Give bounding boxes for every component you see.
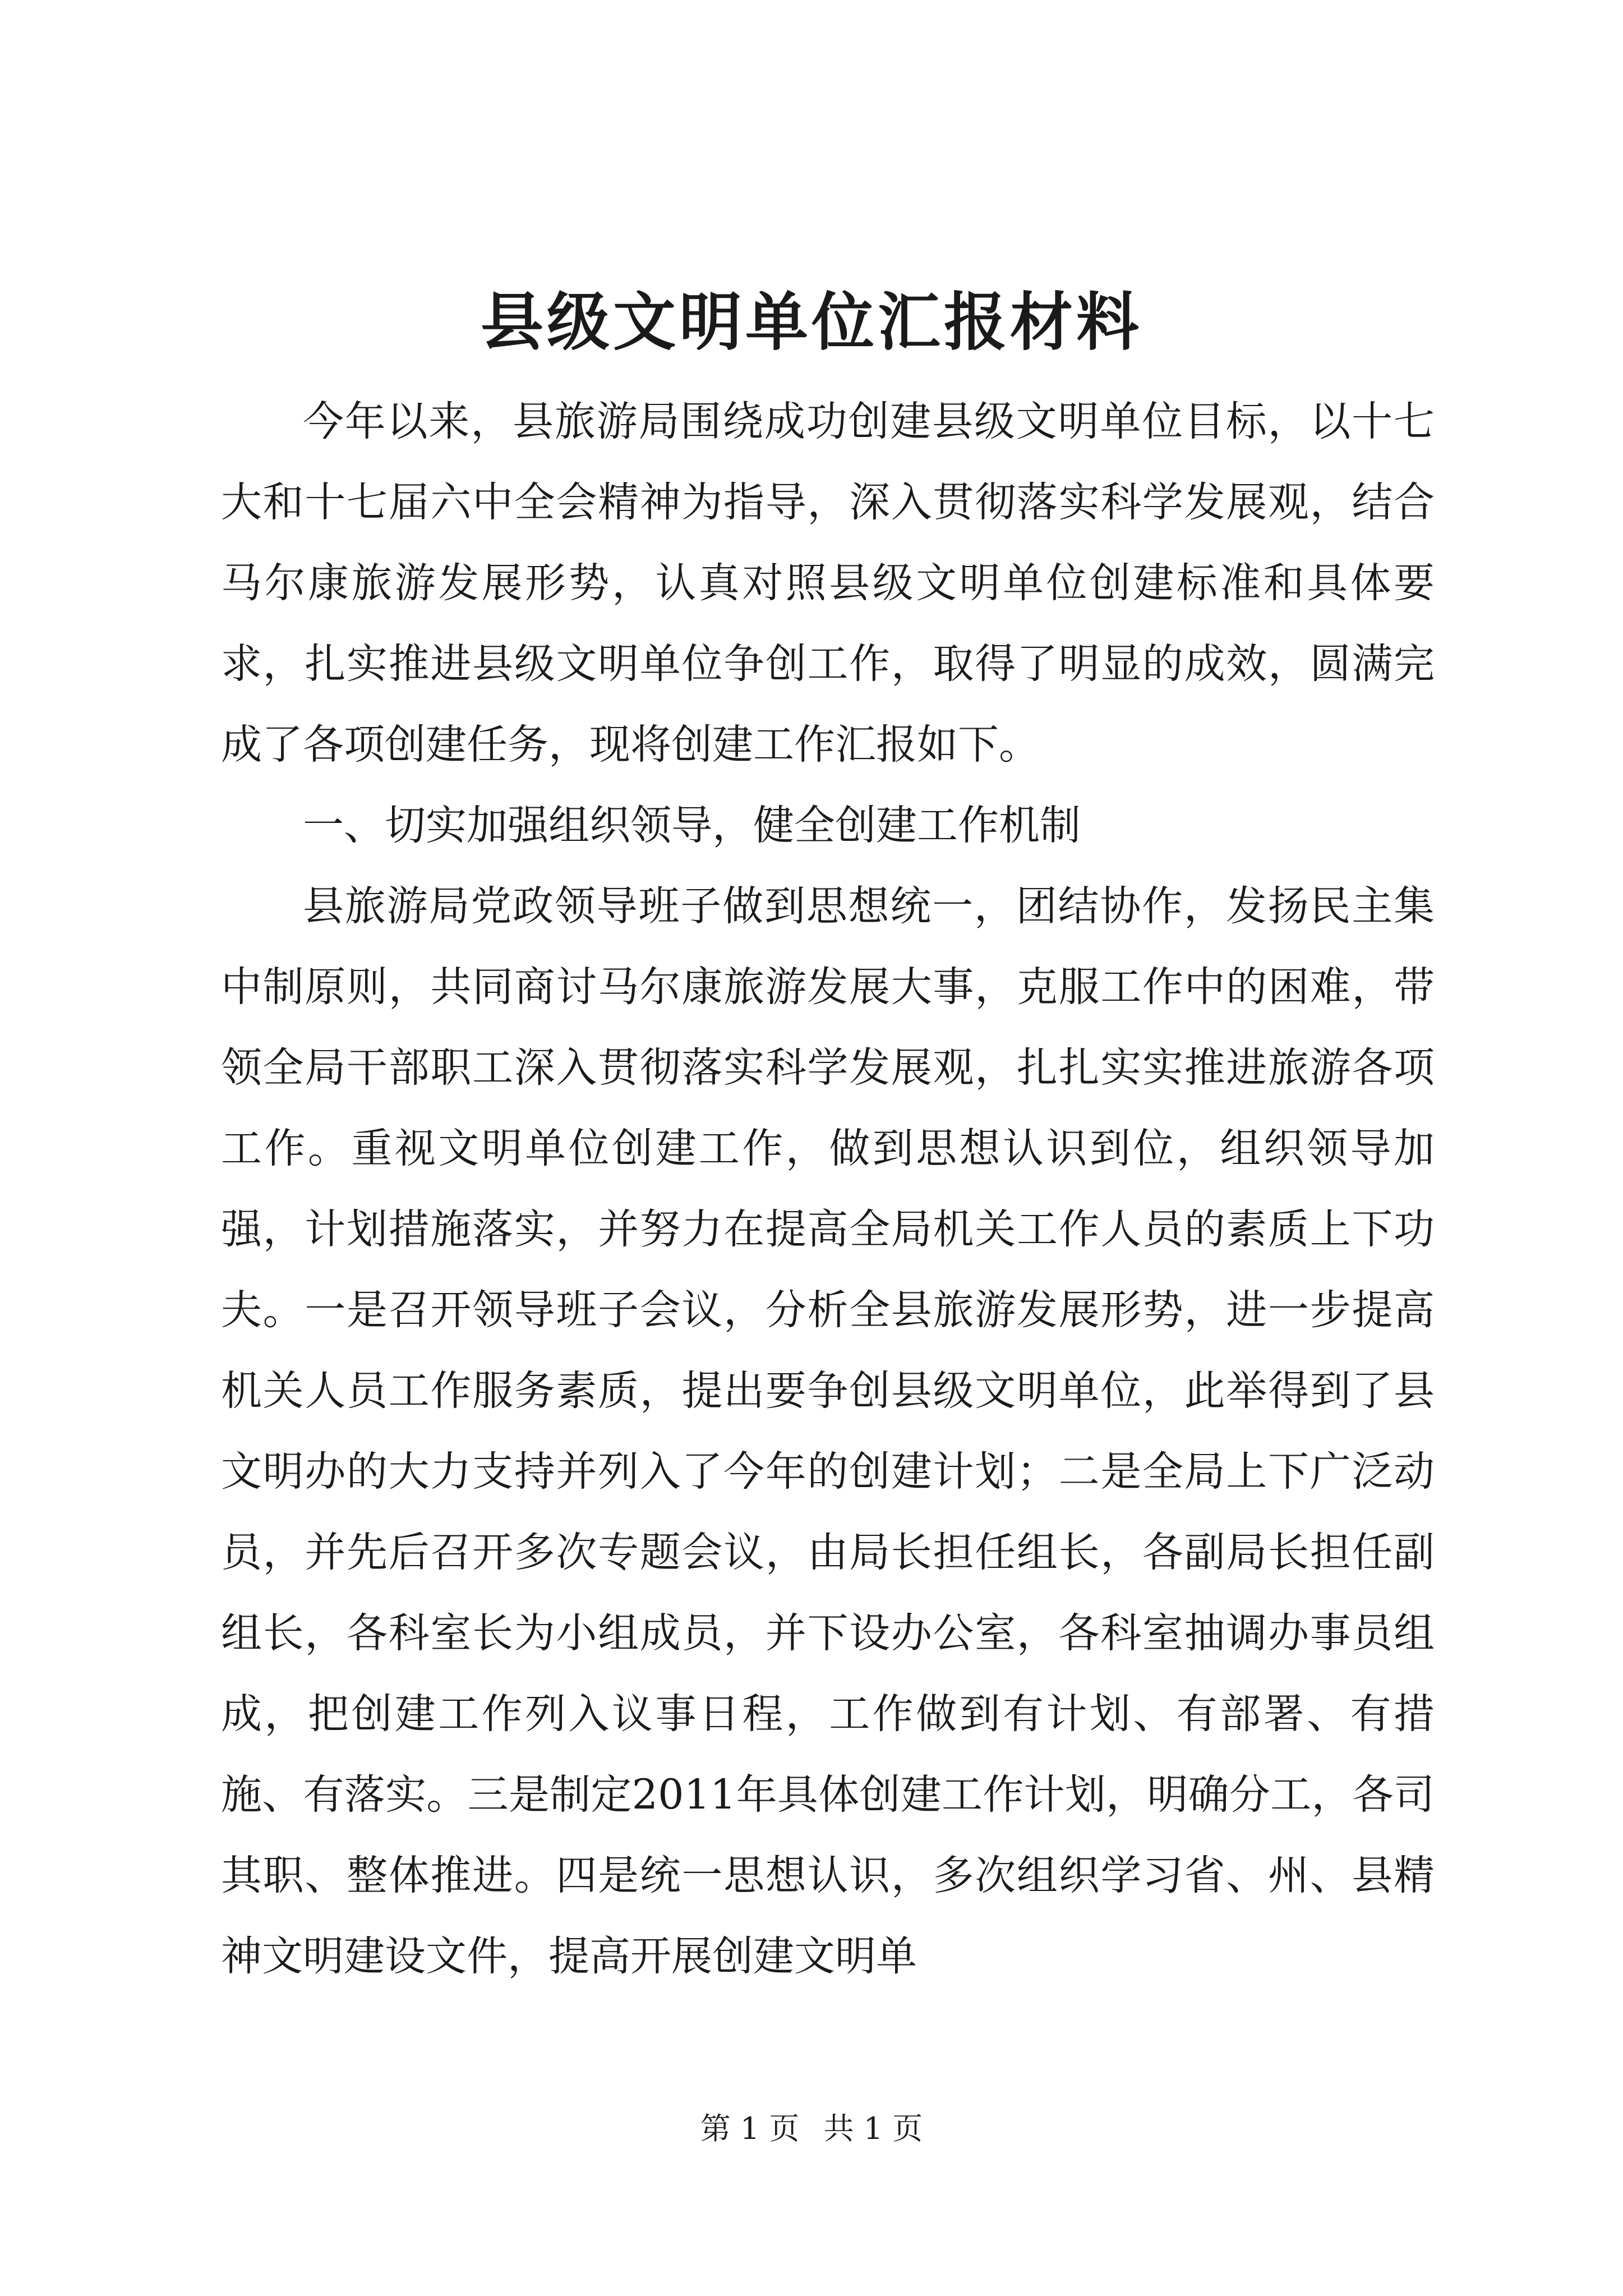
page-number: 第 1 页 (700, 2111, 800, 2146)
document-title: 县级文明单位汇报材料 (481, 286, 1142, 359)
page-total: 共 1 页 (823, 2111, 923, 2146)
paragraph-intro: 今年以来，县旅游局围绕成功创建县级文明单位目标，以十七大和十七届六中全会精神为指导，深入贯彻落实科学发展观，结合马尔康旅游发展形势，认真对照县级文明单位创建标准和具体要求，扎实推进县级文明单位争创工作，取得了明显的成效，圆满完成了各项创建任务，现将创建工作汇报如下。 (221, 398, 1435, 769)
document-body (221, 381, 1435, 1997)
paragraph-section-1: 县旅游局党政领导班子做到思想统一，团结协作，发扬民主集中制原则，共同商讨马尔康旅游发展大事，克服工作中的困难，带领全局干部职工深入贯彻落实科学发展观，扎扎实实推进旅游各项工作。重视文明单位创建工作，做到思想认识到位，组织领导加强，计划措施落实，并努力在提高全局机关工作人员的素质上下功夫。一是召开领导班子会议，分析全县旅游发展形势，进一步提高机关人员工作服务素质，提出要争创县级文明单位，此举得到了县文明办的大力支持并列入了今年的创建计划；二是全局上下广泛动员，并先后召开多次专题会议，由局长担任组长，各副局长担任副组长，各科室长为小组成员，并下设办公室，各科室抽调办事员组成，把创建工作列入议事日程，工作做到有计划、有部署、有措施、有落实。三是制定2011年具体创建工作计划，明确分工，各司其职、整体推进。四是统一思想认识，多次组织学习省、州、县精神文明建设文件，提高开展创建文明单 (221, 882, 1435, 1980)
page-footer (0, 2109, 1623, 2148)
section-heading-1: 一、切实加强组织领导，健全创建工作机制 (303, 802, 1081, 849)
